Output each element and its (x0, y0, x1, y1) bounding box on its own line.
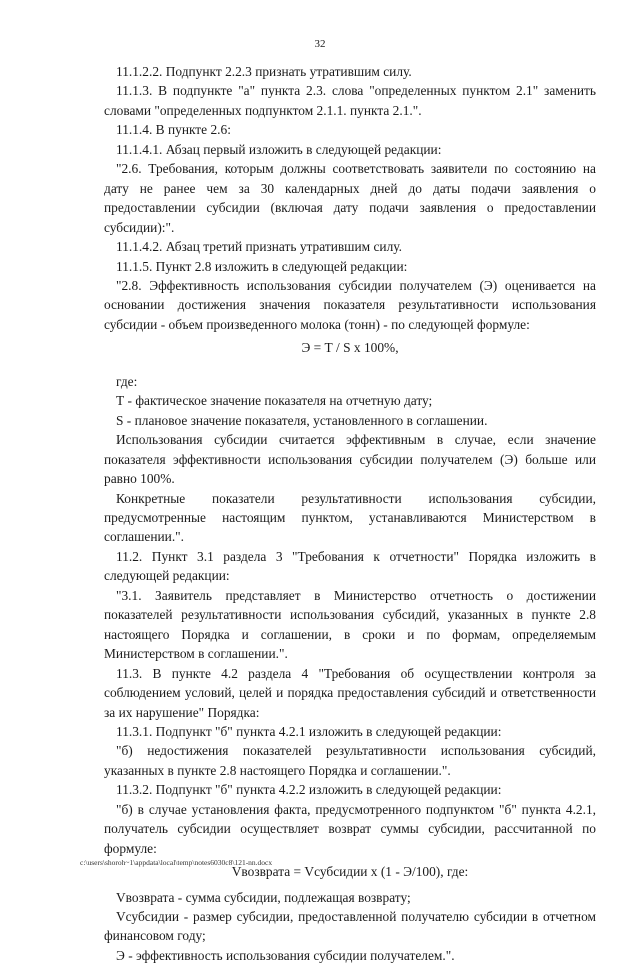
paragraph: "б) недостижения показателей результативности использования субсидий, указанных в пункте 2.8 настоящего Порядка и соглашении.". (104, 743, 596, 778)
paragraph: 11.3. В пункте 4.2 раздела 4 "Требования об осуществлении контроля за соблюдением условий, целей и порядка предоставления субсидий и ответственности за их нарушение" Порядка: (104, 665, 596, 720)
paragraph: "3.1. Заявитель представляет в Министерство отчетность о достижении показателей результативности использования субсидий, указанных в пункте 2.8 настоящего Порядка и соглашении, в сроки и по формам, определяемым Министерством в соглашении.". (104, 587, 596, 662)
paragraph: 11.1.4.2. Абзац третий признать утратившим силу. (116, 239, 402, 255)
paragraph: Vвозврата - сумма субсидии, подлежащая возврату; (116, 889, 411, 905)
refund-formula: Vвозврата = Vсубсидии x (1 - Э/100), где: (231, 864, 469, 880)
paragraph: 11.1.4. В пункте 2.6: (116, 122, 231, 138)
paragraph: Т - фактическое значение показателя на отчетную дату; (116, 393, 433, 409)
paragraph: 11.1.3. В подпункте "а" пункта 2.3. слова "определенных пунктом 2.1" заменить словами "определенных подпунктом 2.1.1. пункта 2.1.". (104, 83, 596, 118)
paragraph: 11.3.1. Подпункт "б" пункта 4.2.1 изложить в следующей редакции: (116, 723, 502, 739)
paragraph: S - плановое значение показателя, установленного в соглашении. (116, 412, 488, 428)
efficiency-formula: Э = Т / S x 100%, (301, 340, 399, 356)
paragraph: "2.8. Эффективность использования субсидии получателем (Э) оценивается на основании достижения значения показателя результативности использования субсидии - объем произведенного молока (тонн) - по следующей формуле: (104, 277, 596, 332)
footer-file-path: c:\users\shoroh~1\appdata\local\temp\notes6030c8\121-nn.docx (80, 858, 273, 867)
paragraph: 11.1.4.1. Абзац первый изложить в следующей редакции: (116, 141, 442, 157)
paragraph: Э - эффективность использования субсидии получателем.". (116, 947, 455, 963)
paragraph: Vсубсидии - размер субсидии, предоставленной получателю субсидии в отчетном финансовом году; (104, 909, 596, 944)
page-number: 32 (314, 38, 326, 50)
paragraph: Использования субсидии считается эффективным в случае, если значение показателя эффективности использования субсидии получателем (Э) больше или равно 100%. (104, 432, 596, 487)
paragraph: Конкретные показатели результативности использования субсидии, предусмотренные настоящим пунктом, устанавливаются Министерством в соглашении.". (104, 490, 596, 545)
paragraph: 11.2. Пункт 3.1 раздела 3 "Требования к отчетности" Порядка изложить в следующей редакции: (104, 548, 596, 584)
paragraph: 11.1.2.2. Подпункт 2.2.3 признать утратившим силу. (116, 64, 412, 79)
document-body (104, 62, 596, 965)
paragraph: 11.3.2. Подпункт "б" пункта 4.2.2 изложить в следующей редакции: (116, 782, 502, 798)
paragraph: "б) в случае установления факта, предусмотренного подпунктом "б" пункта 4.2.1, получатель субсидии осуществляет возврат суммы субсидии, рассчитанной по формуле: (104, 801, 596, 856)
paragraph: 11.1.5. Пункт 2.8 изложить в следующей редакции: (116, 258, 408, 274)
paragraph: где: (116, 373, 138, 389)
paragraph: "2.6. Требования, которым должны соответствовать заявители по состоянию на дату не ранее чем за 30 календарных дней до даты подачи заявления о предоставлении субсидии (включая дату подачи заявления о предоставлении субсидии):". (104, 161, 596, 235)
